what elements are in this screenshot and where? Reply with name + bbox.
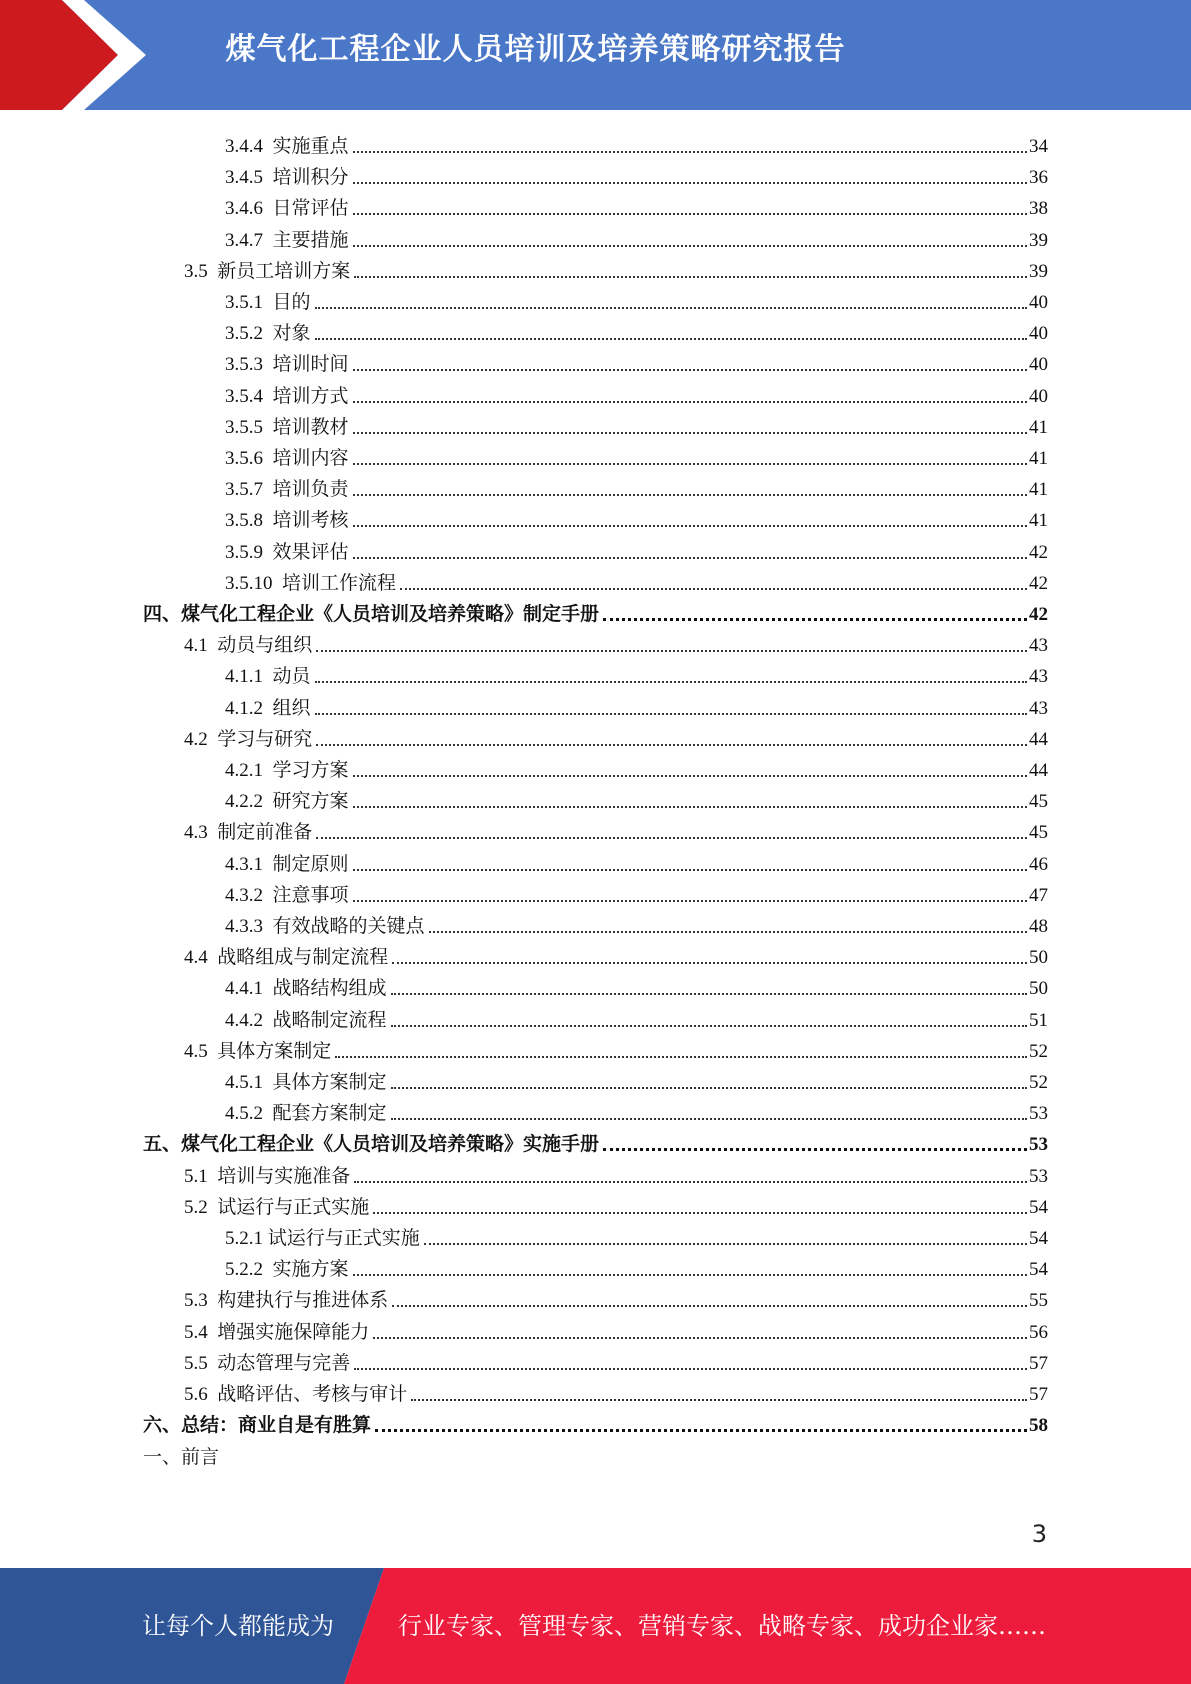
toc-entry[interactable] [184, 1344, 1048, 1375]
toc-entry[interactable] [225, 470, 1048, 501]
toc-entry-number: 3.5.10 [225, 572, 273, 594]
toc-entry-title: 培训教材 [272, 416, 349, 438]
toc-entry-page: 39 [1029, 229, 1048, 251]
toc-entry-number: 3.5.7 [225, 479, 263, 501]
toc-entry[interactable] [184, 813, 1048, 844]
toc-entry-title: 煤气化工程企业《人员培训及培养策略》实施手册 [181, 1134, 600, 1156]
toc-entry[interactable] [225, 782, 1048, 813]
toc-entry-number: 5.2.2 [225, 1259, 263, 1281]
toc-entry[interactable] [225, 1063, 1048, 1094]
toc-dot-leader [335, 1056, 1027, 1058]
toc-entry-title: 总结：商业自是有胜算 [181, 1415, 372, 1437]
toc-entry-page: 42 [1029, 541, 1048, 563]
toc-entry-number: 4.3 [184, 822, 208, 844]
toc-entry-title: 新员工培训方案 [217, 260, 351, 282]
toc-entry-number: 5.2.1 [225, 1228, 263, 1249]
toc-entry[interactable] [184, 626, 1048, 657]
toc-entry-page: 52 [1029, 1040, 1048, 1062]
toc-entry-title: 培训工作流程 [282, 572, 397, 594]
toc-entry[interactable] [225, 1001, 1048, 1032]
toc-dot-leader [392, 962, 1027, 964]
toc-entry-number: 4.2.1 [225, 760, 263, 781]
toc-entry-title: 试运行与正式实施 [217, 1196, 370, 1218]
toc-entry-page: 43 [1029, 635, 1048, 657]
toc-entry-title: 配套方案制定 [272, 1103, 387, 1125]
toc-entry-page: 36 [1029, 167, 1048, 189]
toc-entry-number: 3.4.5 [225, 167, 263, 189]
toc-dot-leader [316, 744, 1027, 746]
toc-entry-page: 53 [1029, 1165, 1048, 1187]
toc-entry-number: 4.2 [184, 728, 208, 750]
header-banner [0, 0, 1191, 110]
page-number: 3 [1031, 1520, 1047, 1548]
toc-entry-page: 34 [1029, 136, 1048, 157]
toc-entry-title: 试运行与正式实施 [267, 1228, 420, 1249]
toc-entry-title: 战略评估、考核与审计 [217, 1384, 408, 1405]
toc-entry-page: 54 [1029, 1259, 1048, 1281]
toc-entry-page: 40 [1029, 323, 1048, 345]
toc-entry[interactable] [225, 408, 1048, 439]
toc-entry-number: 五、 [143, 1134, 182, 1156]
toc-dot-leader [392, 1305, 1027, 1307]
toc-entry-title: 组织 [272, 697, 311, 719]
toc-dot-leader [316, 650, 1027, 652]
toc-dot-leader [424, 1243, 1027, 1245]
toc-entry[interactable] [225, 314, 1048, 345]
toc-dot-leader [353, 900, 1027, 902]
document-title [180, 0, 1191, 100]
toc-entry-number: 4.1 [184, 635, 208, 657]
toc-entry-title: 主要措施 [272, 229, 349, 251]
toc-dot-leader [373, 1212, 1027, 1214]
toc-entry-number: 3.4.4 [225, 136, 263, 157]
toc-entry-number: 4.3.1 [225, 853, 263, 875]
toc-dot-leader [373, 1337, 1027, 1339]
toc-dot-leader [315, 681, 1027, 683]
toc-entry-title: 战略结构组成 [272, 978, 387, 1000]
toc-dot-leader [353, 1274, 1027, 1276]
toc-entry[interactable] [225, 907, 1048, 938]
toc-entry[interactable] [184, 1157, 1048, 1188]
toc-dot-leader [316, 837, 1027, 839]
toc-dot-leader [353, 463, 1027, 465]
toc-entry-page: 44 [1029, 728, 1048, 750]
toc-entry-title: 实施方案 [272, 1259, 349, 1281]
toc-entry[interactable] [184, 1032, 1048, 1063]
toc-entry-page: 46 [1029, 853, 1048, 875]
toc-entry-number: 4.5.2 [225, 1103, 263, 1125]
toc-entry-title: 有效战略的关键点 [272, 916, 425, 937]
toc-dot-leader [603, 1148, 1027, 1151]
toc-entry-page: 40 [1029, 385, 1048, 407]
toc-entry-page: 39 [1029, 260, 1048, 282]
toc-entry[interactable] [225, 1250, 1048, 1281]
toc-entry-page: 40 [1029, 354, 1048, 376]
toc-entry-page: 57 [1029, 1384, 1048, 1405]
toc-entry-title: 战略制定流程 [272, 1009, 387, 1031]
toc-entry-title: 动员与组织 [217, 635, 313, 657]
footer-slogan-left: 让每个人都能成为 [142, 1612, 334, 1640]
toc-dot-leader [411, 1399, 1027, 1401]
toc-entry-page: 52 [1029, 1072, 1048, 1093]
toc-entry-number: 4.2.2 [225, 791, 263, 813]
toc-entry-number: 4.1.2 [225, 697, 263, 719]
toc-entry-title: 动员 [272, 666, 311, 688]
toc-dot-leader [315, 307, 1027, 309]
toc-dot-leader [354, 1181, 1027, 1183]
toc-entry-number: 5.5 [184, 1352, 208, 1374]
toc-entry[interactable] [225, 439, 1048, 470]
toc-entry-page: 50 [1029, 947, 1048, 969]
toc-dot-leader [391, 1025, 1027, 1027]
toc-dot-leader [353, 775, 1027, 777]
section-heading-preface: 一、前言 [143, 1447, 220, 1468]
toc-entry-page: 54 [1029, 1196, 1048, 1218]
toc-dot-leader [353, 182, 1027, 184]
toc-dot-leader [429, 931, 1027, 933]
toc-dot-leader [603, 618, 1027, 621]
toc-entry-number: 3.5.3 [225, 354, 263, 376]
footer-banner [0, 1568, 1191, 1684]
toc-entry-number: 5.3 [184, 1290, 208, 1312]
toc-entry-title: 目的 [272, 292, 311, 313]
toc-entry-number: 5.1 [184, 1165, 208, 1187]
toc-entry-number: 4.4.1 [225, 978, 263, 1000]
toc-entry-title: 动态管理与完善 [217, 1352, 351, 1374]
toc-entry[interactable] [225, 127, 1048, 158]
toc-entry-number: 4.5 [184, 1040, 208, 1062]
toc-entry-page: 56 [1029, 1321, 1048, 1343]
toc-entry-page: 42 [1029, 604, 1048, 625]
toc-entry-page: 57 [1029, 1352, 1048, 1374]
toc-entry-number: 3.5 [184, 260, 208, 282]
toc-entry-title: 效果评估 [272, 541, 349, 563]
toc-entry-title: 增强实施保障能力 [217, 1321, 370, 1343]
toc-dot-leader [400, 588, 1027, 590]
toc-entry-title: 研究方案 [272, 791, 349, 813]
toc-entry-number: 4.1.1 [225, 666, 263, 688]
toc-entry-title: 培训方式 [272, 385, 349, 407]
toc-entry[interactable] [225, 876, 1048, 907]
toc-entry-title: 日常评估 [272, 198, 349, 220]
toc-entry[interactable] [225, 689, 1048, 720]
toc-entry[interactable] [225, 377, 1048, 408]
toc-entry-number: 4.4 [184, 947, 208, 969]
toc-entry[interactable] [184, 720, 1048, 751]
toc-entry-page: 53 [1029, 1103, 1048, 1125]
toc-dot-leader [315, 713, 1027, 715]
toc-entry[interactable] [225, 221, 1048, 252]
toc-entry[interactable] [143, 1406, 1048, 1437]
toc-dot-leader [353, 557, 1027, 559]
toc-entry-title: 战略组成与制定流程 [217, 947, 389, 969]
toc-entry[interactable] [184, 1375, 1048, 1406]
toc-dot-leader [353, 525, 1027, 527]
toc-entry-title: 制定原则 [272, 853, 349, 875]
toc-entry-page: 53 [1029, 1134, 1048, 1156]
toc-entry-number: 3.5.4 [225, 385, 263, 407]
toc-entry-number: 四、 [143, 604, 182, 625]
toc-entry[interactable] [225, 501, 1048, 532]
toc-entry-number: 3.5.1 [225, 292, 263, 313]
toc-entry-title: 培训考核 [272, 510, 349, 532]
toc-entry[interactable] [184, 938, 1048, 969]
toc-entry[interactable] [225, 283, 1048, 314]
toc-entry[interactable] [225, 969, 1048, 1000]
toc-entry-page: 47 [1029, 884, 1048, 906]
toc-dot-leader [353, 245, 1027, 247]
toc-dot-leader [354, 276, 1027, 278]
toc-entry-number: 5.6 [184, 1384, 208, 1405]
toc-entry-page: 40 [1029, 292, 1048, 313]
toc-entry[interactable] [184, 1281, 1048, 1312]
toc-entry-title: 学习与研究 [217, 728, 313, 750]
toc-dot-leader [353, 494, 1027, 496]
toc-entry-number: 3.5.5 [225, 416, 263, 438]
toc-entry-page: 41 [1029, 416, 1048, 438]
toc-entry[interactable] [225, 751, 1048, 782]
toc-entry-number: 3.5.9 [225, 541, 263, 563]
toc-entry-title: 实施重点 [272, 136, 349, 157]
toc-dot-leader [354, 1368, 1027, 1370]
toc-entry-number: 4.5.1 [225, 1072, 263, 1093]
toc-entry[interactable] [225, 533, 1048, 564]
toc-entry-page: 41 [1029, 510, 1048, 532]
toc-dot-leader [353, 213, 1027, 215]
toc-entry-title: 培训积分 [272, 167, 349, 189]
toc-dot-leader [315, 338, 1027, 340]
toc-dot-leader [353, 806, 1027, 808]
toc-entry-number: 4.3.2 [225, 884, 263, 906]
toc-entry-number: 3.5.2 [225, 323, 263, 345]
toc-dot-leader [391, 1087, 1027, 1089]
toc-entry-title: 对象 [272, 323, 311, 345]
toc-entry-page: 43 [1029, 666, 1048, 688]
toc-entry-page: 58 [1029, 1415, 1048, 1437]
toc-entry-page: 44 [1029, 760, 1048, 781]
toc-entry-number: 3.5.6 [225, 448, 263, 469]
toc-entry-number: 4.4.2 [225, 1009, 263, 1031]
toc-entry[interactable] [225, 158, 1048, 189]
toc-entry-page: 51 [1029, 1009, 1048, 1031]
toc-entry[interactable] [225, 564, 1048, 595]
toc-dot-leader [391, 1118, 1027, 1120]
chevron-arrow-icon [0, 0, 160, 110]
toc-entry-number: 4.3.3 [225, 916, 263, 937]
toc-entry-page: 43 [1029, 697, 1048, 719]
toc-entry[interactable] [184, 252, 1048, 283]
toc-entry-number: 5.4 [184, 1321, 208, 1343]
toc-entry[interactable] [225, 1094, 1048, 1125]
document-title-text: 煤气化工程企业人员培训及培养策略研究报告 [225, 32, 846, 67]
toc-entry-page: 48 [1029, 916, 1048, 937]
toc-dot-leader [353, 151, 1027, 153]
toc-entry-page: 45 [1029, 791, 1048, 813]
toc-entry-title: 培训时间 [272, 354, 349, 376]
toc-dot-leader [353, 432, 1027, 434]
toc-dot-leader [375, 1429, 1027, 1432]
toc-entry-number: 3.4.7 [225, 229, 263, 251]
toc-dot-leader [353, 869, 1027, 871]
toc-entry-number: 5.2 [184, 1196, 208, 1218]
toc-dot-leader [353, 401, 1027, 403]
toc-entry-page: 54 [1029, 1228, 1048, 1249]
toc-entry-number: 六、 [143, 1415, 182, 1437]
toc-entry-title: 制定前准备 [217, 822, 313, 844]
toc-entry-number: 3.5.8 [225, 510, 263, 532]
toc-entry-title: 具体方案制定 [272, 1072, 387, 1093]
toc-entry-title: 具体方案制定 [217, 1040, 332, 1062]
toc-entry-page: 38 [1029, 198, 1048, 220]
toc-entry-title: 构建执行与推进体系 [217, 1290, 389, 1312]
toc-entry[interactable] [184, 1188, 1048, 1219]
footer-slogan-right: 行业专家、管理专家、营销专家、战略专家、成功企业家…… [398, 1612, 1046, 1640]
toc-dot-leader [391, 993, 1027, 995]
toc-entry-title: 培训内容 [272, 448, 349, 469]
toc-entry-page: 41 [1029, 448, 1048, 469]
toc-entry-title: 注意事项 [272, 884, 349, 906]
toc-entry-title: 学习方案 [272, 760, 349, 781]
toc-entry[interactable] [225, 1219, 1048, 1250]
toc-entry-title: 培训与实施准备 [217, 1165, 351, 1187]
toc-entry[interactable] [225, 189, 1048, 220]
toc-entry-page: 42 [1029, 572, 1048, 594]
toc-dot-leader [353, 369, 1027, 371]
toc-entry[interactable] [225, 845, 1048, 876]
toc-entry[interactable] [225, 657, 1048, 688]
toc-entry[interactable] [225, 345, 1048, 376]
toc-entry-page: 41 [1029, 479, 1048, 501]
toc-entry[interactable] [143, 595, 1048, 626]
toc-entry[interactable] [184, 1313, 1048, 1344]
toc-entry-page: 45 [1029, 822, 1048, 844]
toc-entry-title: 培训负责 [272, 479, 349, 501]
toc-entry-number: 3.4.6 [225, 198, 263, 220]
toc-entry-title: 煤气化工程企业《人员培训及培养策略》制定手册 [181, 604, 600, 625]
toc-entry-page: 55 [1029, 1290, 1048, 1312]
toc-entry-page: 50 [1029, 978, 1048, 1000]
toc-entry[interactable] [143, 1125, 1048, 1156]
